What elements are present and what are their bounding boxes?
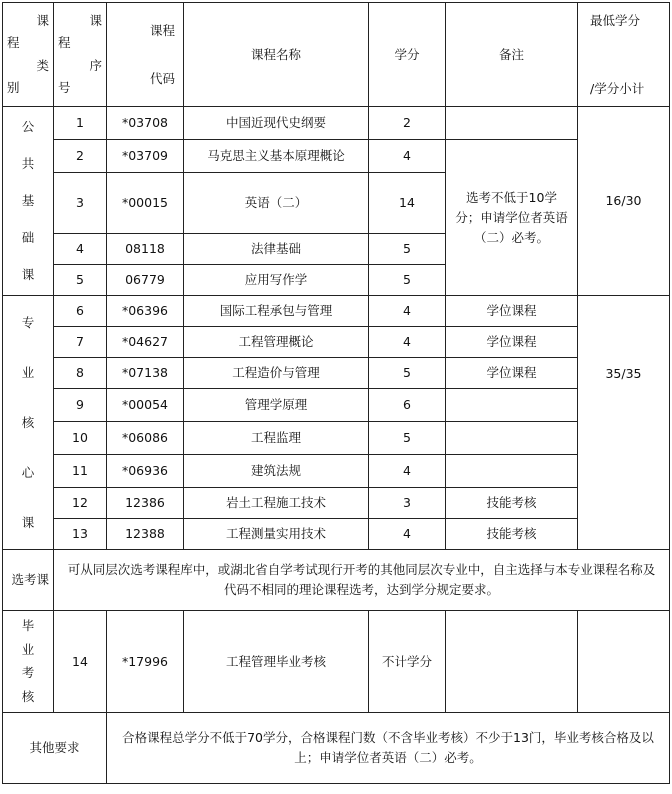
course-remark: 技能考核 <box>446 519 578 550</box>
course-credit: 5 <box>369 358 446 389</box>
course-credit: 4 <box>369 327 446 358</box>
course-credit: 4 <box>369 519 446 550</box>
course-code: *03709 <box>107 140 184 173</box>
course-no: 5 <box>54 265 107 296</box>
public-remark: 选考不低于10学分；申请学位者英语（二）必考。 <box>446 140 578 296</box>
course-name: 工程监理 <box>184 422 369 455</box>
course-credit: 2 <box>369 107 446 140</box>
course-name: 工程管理概论 <box>184 327 369 358</box>
section-public-label: 公 共 基 础 课 <box>3 107 54 296</box>
course-code: *04627 <box>107 327 184 358</box>
elective-text: 可从同层次选考课程库中，或湖北省自学考试现行开考的其他同层次专业中，自主选择与本专业课程名称及代码不相同的理论课程选考，达到学分规定要求。 <box>54 550 670 611</box>
header-code: 课程 代码 <box>107 3 184 107</box>
table-row <box>3 358 670 389</box>
course-no: 6 <box>54 296 107 327</box>
course-no: 10 <box>54 422 107 455</box>
table-row <box>3 519 670 550</box>
course-name: 英语（二） <box>184 173 369 234</box>
section-thesis-label: 毕 业 考 核 <box>3 611 54 713</box>
header-credit: 学分 <box>369 3 446 107</box>
course-no: 11 <box>54 455 107 488</box>
course-credit: 5 <box>369 265 446 296</box>
course-code: *06086 <box>107 422 184 455</box>
course-name: 应用写作学 <box>184 265 369 296</box>
course-credit: 5 <box>369 234 446 265</box>
course-name: 法律基础 <box>184 234 369 265</box>
course-credit: 14 <box>369 173 446 234</box>
course-credit: 5 <box>369 422 446 455</box>
section-major-label: 专 业 核 心 课 <box>3 296 54 550</box>
section-other-label: 其他要求 <box>3 713 107 784</box>
course-no: 8 <box>54 358 107 389</box>
course-credit: 4 <box>369 296 446 327</box>
course-no: 9 <box>54 389 107 422</box>
course-code: *00015 <box>107 173 184 234</box>
course-no: 7 <box>54 327 107 358</box>
public-min-credit: 16/30 <box>578 107 670 296</box>
course-no: 4 <box>54 234 107 265</box>
course-name: 中国近现代史纲要 <box>184 107 369 140</box>
course-code: *07138 <box>107 358 184 389</box>
thesis-row <box>3 611 670 713</box>
course-credit: 4 <box>369 140 446 173</box>
course-remark <box>446 611 578 713</box>
header-remark: 备注 <box>446 3 578 107</box>
course-credit: 4 <box>369 455 446 488</box>
header-name: 课程名称 <box>184 3 369 107</box>
header-seq: 课 程 序 号 <box>54 3 107 107</box>
course-no: 12 <box>54 488 107 519</box>
other-text: 合格课程总学分不低于70学分，合格课程门数（不含毕业考核）不少于13门，毕业考核合格及以上；申请学位者英语（二）必考。 <box>107 713 670 784</box>
table-row <box>3 488 670 519</box>
course-code: *06396 <box>107 296 184 327</box>
course-code: *17996 <box>107 611 184 713</box>
table-row <box>3 422 670 455</box>
course-code: 06779 <box>107 265 184 296</box>
course-no: 1 <box>54 107 107 140</box>
header-min-credit: 最低学分 /学分小计 <box>578 3 670 107</box>
course-credit: 不计学分 <box>369 611 446 713</box>
header-category: 课 程 类 别 <box>3 3 54 107</box>
course-code: 12386 <box>107 488 184 519</box>
course-credit: 6 <box>369 389 446 422</box>
table-row <box>3 389 670 422</box>
course-code: *00054 <box>107 389 184 422</box>
course-code: *06936 <box>107 455 184 488</box>
course-name: 马克思主义基本原理概论 <box>184 140 369 173</box>
course-remark: 学位课程 <box>446 327 578 358</box>
course-name: 工程造价与管理 <box>184 358 369 389</box>
elective-row <box>3 550 670 611</box>
course-code: 12388 <box>107 519 184 550</box>
course-remark: 学位课程 <box>446 296 578 327</box>
major-min-credit: 35/35 <box>578 296 670 550</box>
course-name: 建筑法规 <box>184 455 369 488</box>
course-remark <box>446 422 578 455</box>
course-name: 国际工程承包与管理 <box>184 296 369 327</box>
table-row <box>3 107 670 140</box>
course-name: 工程管理毕业考核 <box>184 611 369 713</box>
course-no: 2 <box>54 140 107 173</box>
course-remark: 学位课程 <box>446 358 578 389</box>
course-no: 13 <box>54 519 107 550</box>
course-no: 14 <box>54 611 107 713</box>
curriculum-table <box>2 2 670 784</box>
table-row <box>3 327 670 358</box>
course-remark <box>446 455 578 488</box>
table-row <box>3 296 670 327</box>
course-no: 3 <box>54 173 107 234</box>
table-row <box>3 140 670 173</box>
course-name: 管理学原理 <box>184 389 369 422</box>
other-row <box>3 713 670 784</box>
header-row <box>3 3 670 107</box>
table-row <box>3 455 670 488</box>
course-code: *03708 <box>107 107 184 140</box>
section-elective-label: 选考课 <box>3 550 54 611</box>
course-remark: 技能考核 <box>446 488 578 519</box>
course-name: 工程测量实用技术 <box>184 519 369 550</box>
course-remark <box>446 389 578 422</box>
course-remark <box>446 107 578 140</box>
course-credit: 3 <box>369 488 446 519</box>
course-name: 岩土工程施工技术 <box>184 488 369 519</box>
thesis-min-credit <box>578 611 670 713</box>
course-code: 08118 <box>107 234 184 265</box>
